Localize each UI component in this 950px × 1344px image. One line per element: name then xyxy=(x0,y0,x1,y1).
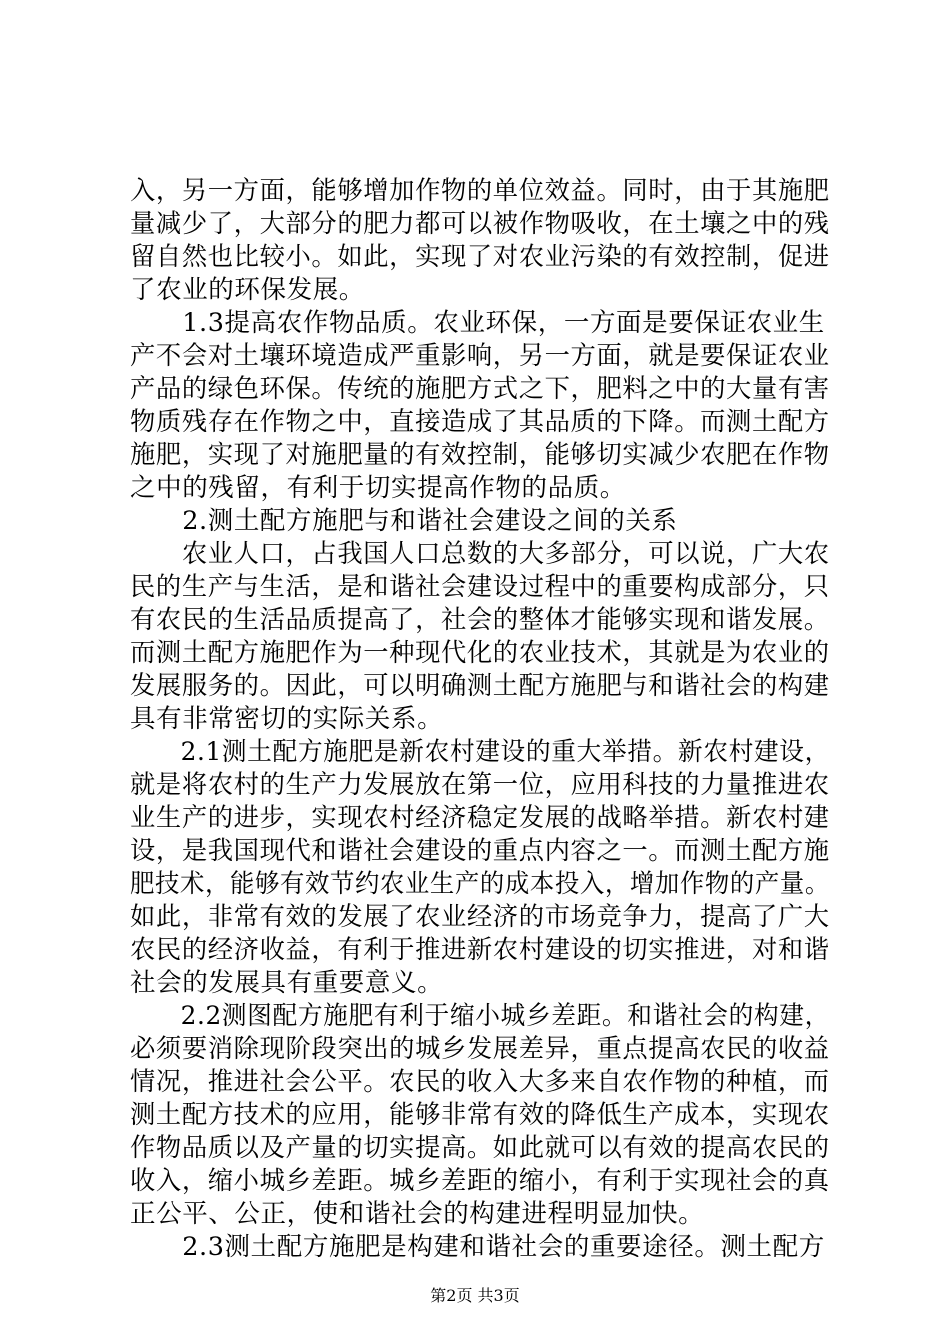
text-line: 发展服务的。因此，可以明确测土配方施肥与和谐社会的构建 xyxy=(130,671,830,701)
text-line: 情况，推进社会公平。农民的收入大多来自农作物的种植，而 xyxy=(130,1067,830,1097)
text-line: 收入，缩小城乡差距。城乡差距的缩小，有利于实现社会的真 xyxy=(130,1166,830,1196)
text-line: 具有非常密切的实际关系。 xyxy=(130,704,444,734)
text-line: 施肥，实现了对施肥量的有效控制，能够切实减少农肥在作物 xyxy=(130,440,830,470)
text-line: 产品的绿色环保。传统的施肥方式之下，肥料之中的大量有害 xyxy=(130,374,830,404)
text-line: 就是将农村的生产力发展放在第一位，应用科技的力量推进农 xyxy=(130,770,830,800)
text-line: 必须要消除现阶段突出的城乡发展差异，重点提高农民的收益 xyxy=(130,1034,830,1064)
text-line: 有农民的生活品质提高了，社会的整体才能够实现和谐发展。 xyxy=(130,605,830,635)
text-line-last: 2.3测土配方施肥是构建和谐社会的重要途径。测土配方 xyxy=(130,1232,825,1262)
text-line: 民的生产与生活，是和谐社会建设过程中的重要构成部分，只 xyxy=(130,572,830,602)
text-line: 之中的残留，有利于切实提高作物的品质。 xyxy=(130,473,626,503)
section-heading: 2.测土配方施肥与和谐社会建设之间的关系 xyxy=(130,506,678,536)
text-line: 正公平、公正，使和谐社会的构建进程明显加快。 xyxy=(130,1199,705,1229)
text-line: 2.2测图配方施肥有利于缩小城乡差距。和谐社会的构建， xyxy=(130,1001,830,1031)
page-footer: 第2页 共3页 xyxy=(430,1286,520,1305)
text-line: 肥技术，能够有效节约农业生产的成本投入，增加作物的产量。 xyxy=(130,869,830,899)
text-line: 社会的发展具有重要意义。 xyxy=(130,968,444,998)
text-line: 如此，非常有效的发展了农业经济的市场竞争力，提高了广大 xyxy=(130,902,830,932)
text-line: 了农业的环保发展。 xyxy=(130,275,365,305)
text-line: 农民的经济收益，有利于推进新农村建设的切实推进，对和谐 xyxy=(130,935,830,965)
text-line: 测土配方技术的应用，能够非常有效的降低生产成本，实现农 xyxy=(130,1100,830,1130)
text-line: 留自然也比较小。如此，实现了对农业污染的有效控制，促进 xyxy=(130,242,830,272)
text-line: 产不会对土壤环境造成严重影响，另一方面，就是要保证农业 xyxy=(130,341,830,371)
text-line: 物质残存在作物之中，直接造成了其品质的下降。而测土配方 xyxy=(130,407,830,437)
text-line: 而测土配方施肥作为一种现代化的农业技术，其就是为农业的 xyxy=(130,638,830,668)
text-line: 量减少了，大部分的肥力都可以被作物吸收，在土壤之中的残 xyxy=(130,209,830,239)
text-line: 作物品质以及产量的切实提高。如此就可以有效的提高农民的 xyxy=(130,1133,830,1163)
text-line: 1.3提高农作物品质。农业环保，一方面是要保证农业生 xyxy=(130,308,825,338)
text-line: 设，是我国现代和谐社会建设的重点内容之一。而测土配方施 xyxy=(130,836,830,866)
text-line: 入，另一方面，能够增加作物的单位效益。同时，由于其施肥 xyxy=(130,176,830,206)
text-line: 业生产的进步，实现农村经济稳定发展的战略举措。新农村建 xyxy=(130,803,830,833)
text-line: 农业人口，占我国人口总数的大多部分，可以说，广大农 xyxy=(130,539,830,569)
text-line: 2.1测土配方施肥是新农村建设的重大举措。新农村建设， xyxy=(130,737,830,767)
